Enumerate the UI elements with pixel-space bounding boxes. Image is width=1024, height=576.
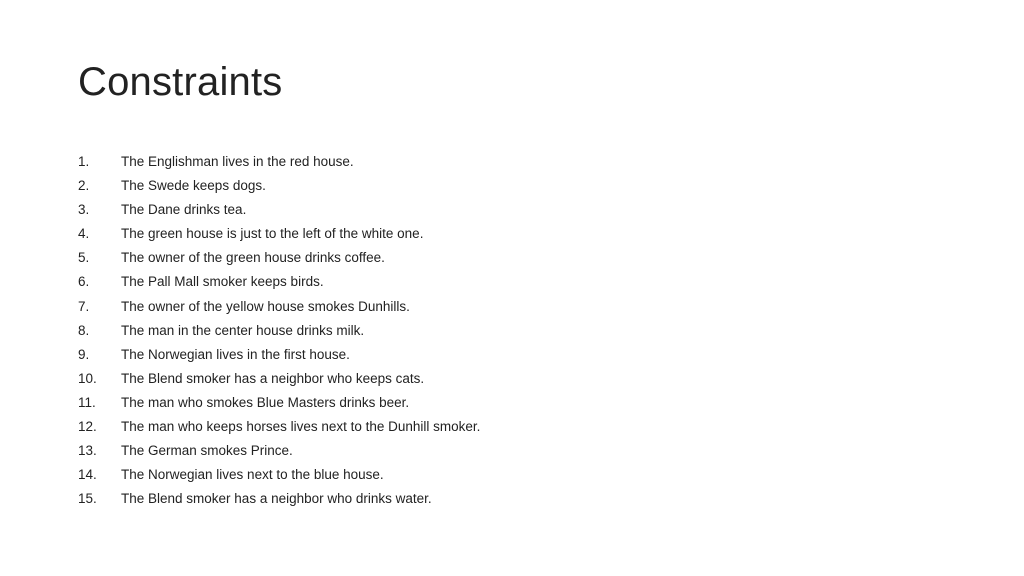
item-text: The German smokes Prince. [121,443,293,459]
item-text: The Norwegian lives in the first house. [121,346,350,362]
list-item [78,222,480,246]
list-item [78,415,480,439]
list-item [78,174,480,198]
list-item [78,391,480,415]
item-text: The Englishman lives in the red house. [121,154,354,169]
item-text: The Norwegian lives next to the blue house. [121,467,384,483]
item-number: 7. [78,298,90,314]
list-item [78,246,480,270]
item-number: 2. [78,178,90,194]
item-number: 12. [78,419,97,435]
item-number: 3. [78,202,90,218]
item-text: The Blend smoker has a neighbor who keeps cats. [121,370,425,386]
item-number: 10. [78,370,97,386]
item-number: 15. [78,491,97,507]
list-item [78,343,480,367]
slide-title: Constraints [78,60,283,104]
item-text: The green house is just to the left of the white one. [121,226,424,242]
item-text: The man who keeps horses lives next to the Dunhill smoker. [121,419,481,435]
list-item [78,295,480,319]
list-item [78,367,480,391]
item-number: 6. [78,274,90,290]
item-text: The Blend smoker has a neighbor who drinks water. [121,491,432,507]
list-item [78,439,480,463]
constraints-list [78,150,480,511]
item-number: 5. [78,250,90,266]
item-number: 9. [78,346,90,362]
item-text: The Dane drinks tea. [121,202,247,218]
list-item [78,198,480,222]
item-text: The man who smokes Blue Masters drinks beer. [121,394,410,410]
item-number: 11. [78,394,96,410]
item-number: 8. [78,322,90,338]
item-number: 4. [78,226,90,242]
item-number: 14. [78,467,97,483]
list-item [78,463,480,487]
list-item [78,270,480,294]
item-text: The man in the center house drinks milk. [121,322,365,338]
list-item [78,150,480,174]
list-item [78,319,480,343]
list-item [78,487,480,511]
item-number: 13. [78,443,97,459]
item-text: The owner of the yellow house smokes Dunhills. [121,298,410,314]
item-text: The Swede keeps dogs. [121,178,266,194]
item-text: The owner of the green house drinks coffee. [121,250,385,266]
item-number: 1. [78,154,90,169]
item-text: The Pall Mall smoker keeps birds. [121,274,324,290]
